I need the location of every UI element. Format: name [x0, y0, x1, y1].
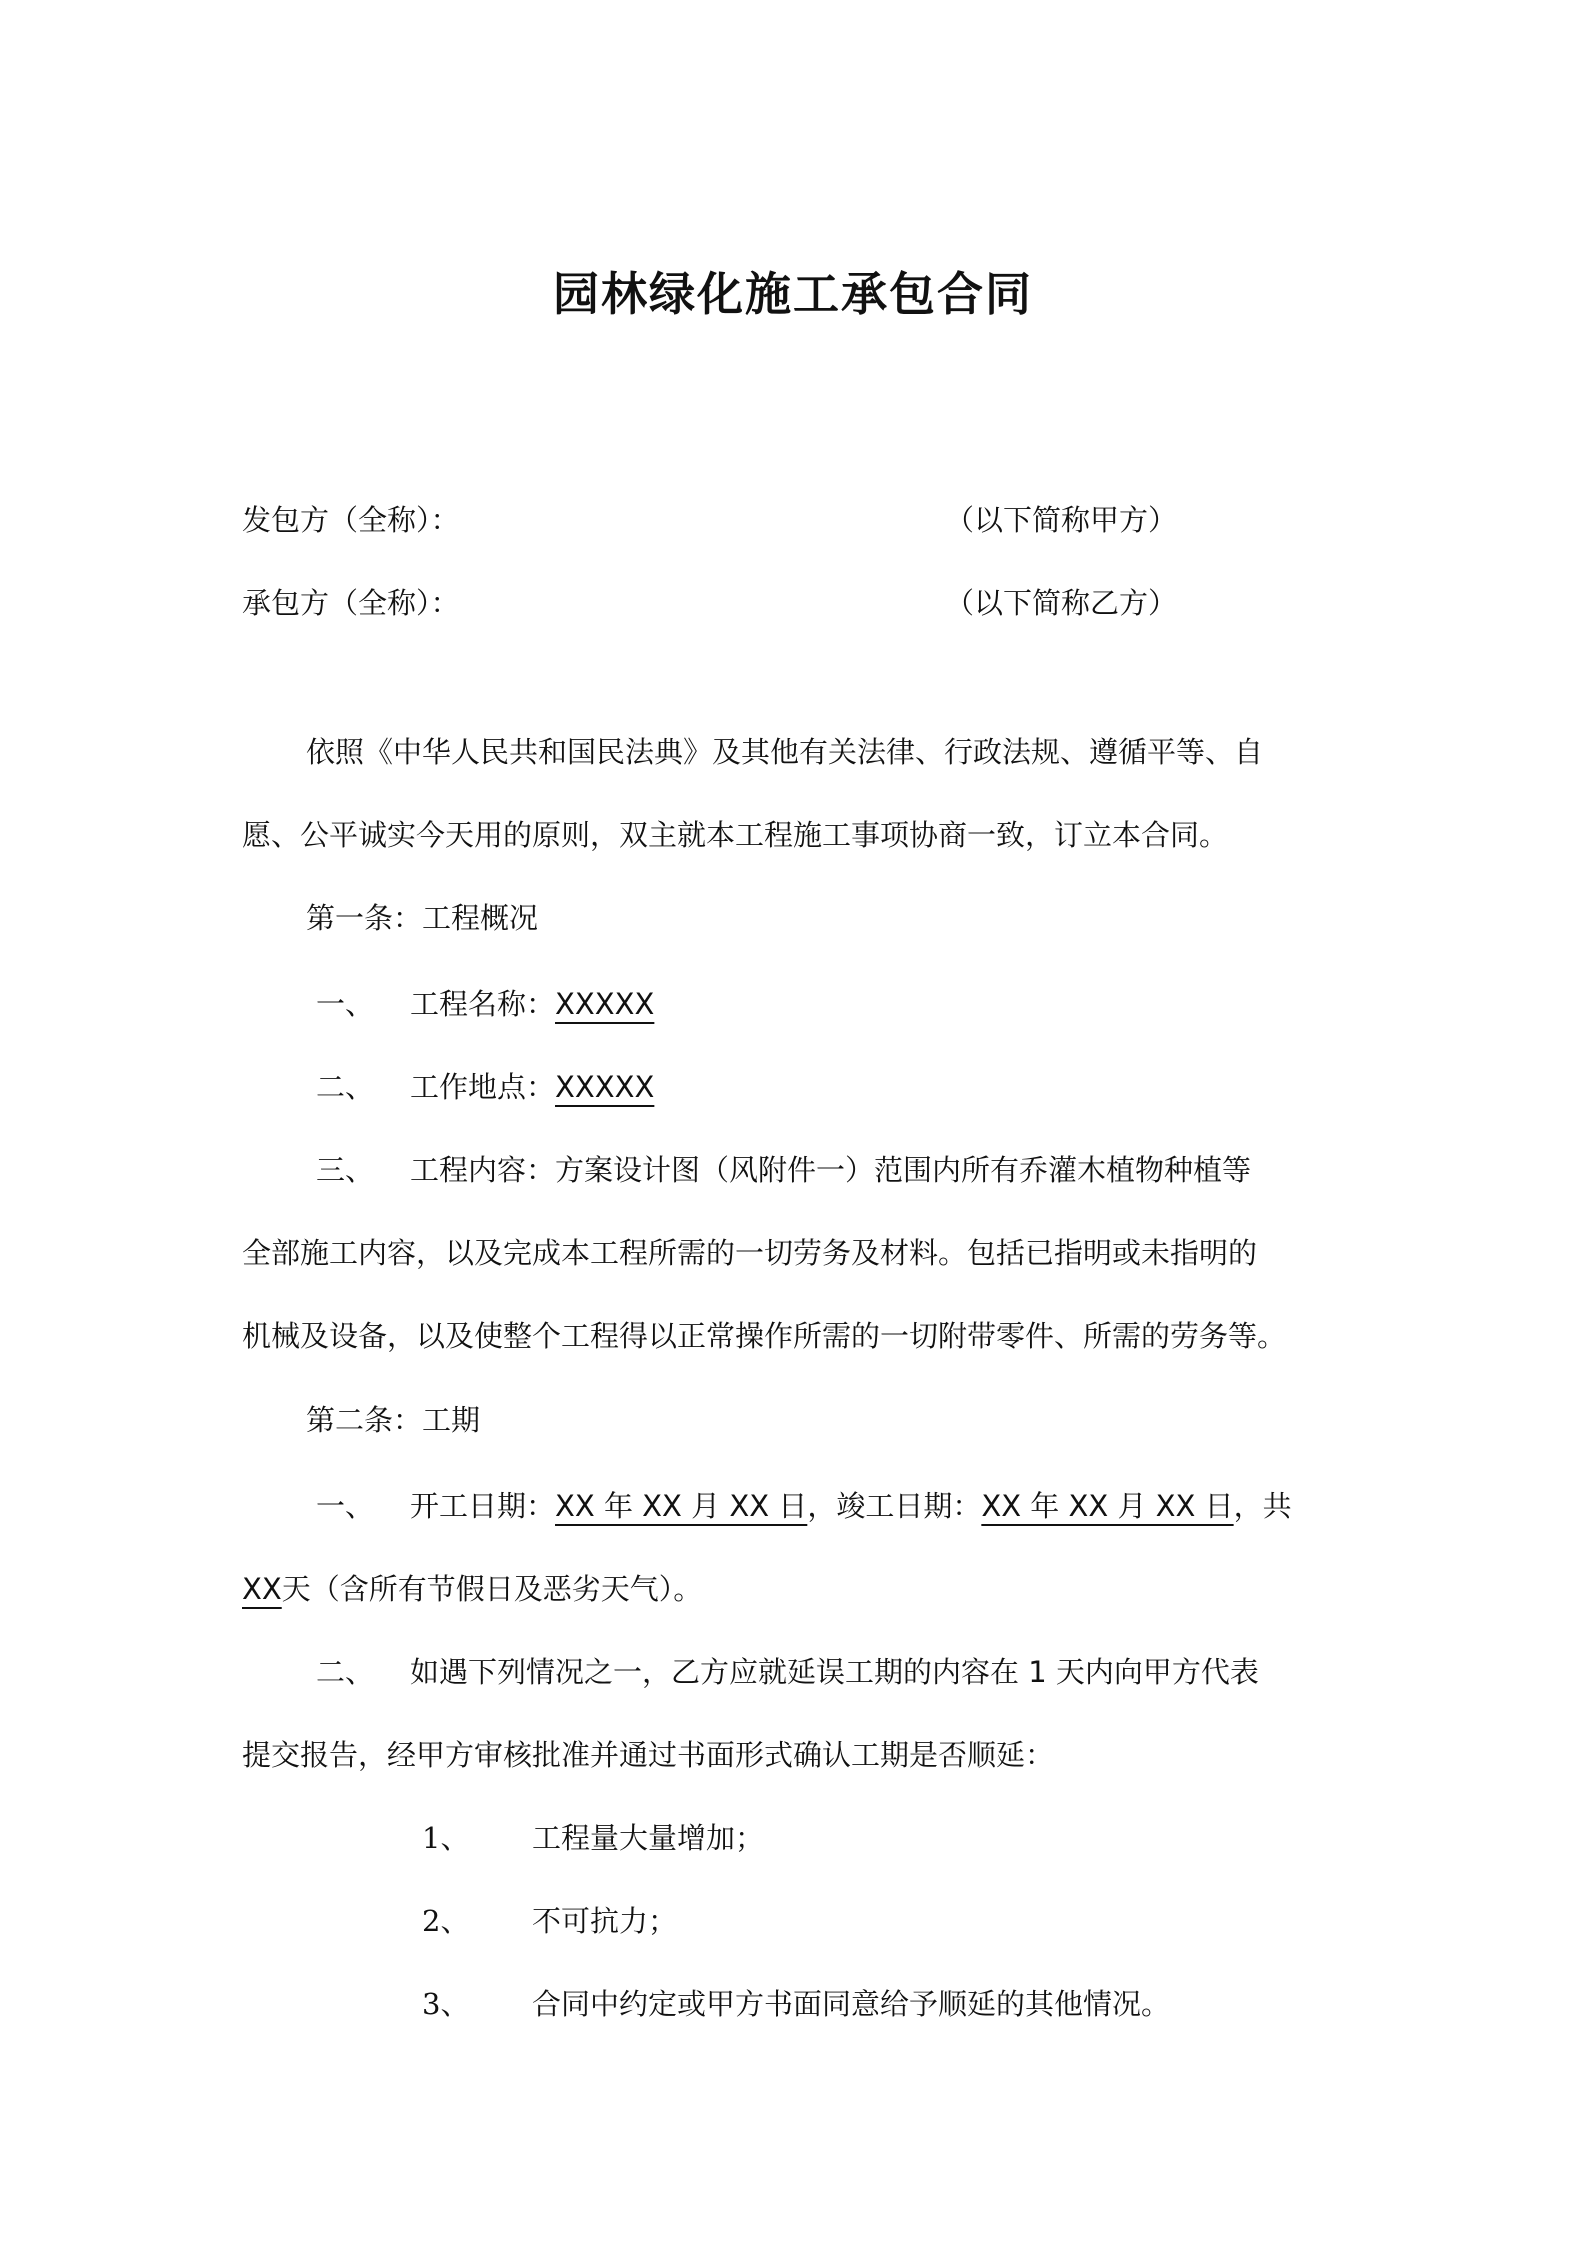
- end-date-value: XX 年 XX 月 XX 日: [981, 1489, 1234, 1523]
- sub-item-1-num: 1、: [422, 1821, 470, 1855]
- project-name-value: XXXXX: [555, 987, 655, 1021]
- total-prefix: ，共: [1233, 1489, 1292, 1523]
- sub-item-3: [242, 1984, 1542, 2024]
- article1-item1-num: 一、: [316, 987, 375, 1021]
- sub-item-1: [242, 1818, 1542, 1858]
- article1-item3-num: 三、: [316, 1153, 375, 1187]
- article1-heading: 第一条：工程概况: [306, 901, 539, 935]
- work-location-label: 工作地点：: [410, 1070, 556, 1104]
- sub-item-2-num: 2、: [422, 1904, 470, 1938]
- article1-item1: [242, 984, 1436, 1024]
- sub-item-3-text: 合同中约定或甲方书面同意给予顺延的其他情况。: [532, 1987, 1171, 2021]
- article2-item1-num: 一、: [316, 1489, 375, 1523]
- start-date-value: XX 年 XX 月 XX 日: [555, 1489, 808, 1523]
- article1-item2: [242, 1067, 1436, 1107]
- sub-item-1-text: 工程量大量增加；: [532, 1821, 765, 1855]
- article2-item2: [242, 1652, 1436, 1692]
- party-a-note: （以下简称甲方）: [945, 503, 1178, 537]
- party-b-label: 承包方（全称）：: [242, 586, 460, 620]
- article2-item1-line-2: [242, 1569, 1362, 1609]
- party-b-line: [242, 583, 1362, 623]
- preamble-line-2: 愿、公平诚实今天用的原则，双主就本工程施工事项协商一致，订立本合同。: [242, 818, 1229, 852]
- document-title: 园林绿化施工承包合同: [553, 267, 1033, 321]
- article1-item3-line-2: 全部施工内容，以及完成本工程所需的一切劳务及材料。包括已指明或未指明的: [242, 1236, 1258, 1270]
- party-b-note: （以下简称乙方）: [945, 586, 1178, 620]
- start-date-label: 开工日期：: [410, 1489, 556, 1523]
- preamble-line-1: 依照《中华人民共和国民法典》及其他有关法律、行政法规、遵循平等、自: [306, 735, 1264, 769]
- article2-heading: 第二条：工期: [306, 1403, 481, 1437]
- work-location-value: XXXXX: [555, 1070, 655, 1104]
- article2-item1: [242, 1486, 1436, 1526]
- party-a-label: 发包方（全称）：: [242, 503, 460, 537]
- total-days-suffix: 天（含所有节假日及恶劣天气）。: [281, 1572, 703, 1606]
- sub-item-2: [242, 1901, 1542, 1941]
- article2-item2-num: 二、: [316, 1655, 375, 1689]
- article1-item3-line-1: 工程内容：方案设计图（风附件一）范围内所有乔灌木植物种植等: [410, 1153, 1252, 1187]
- total-days-value: XX: [242, 1572, 282, 1606]
- project-name-label: 工程名称：: [410, 987, 556, 1021]
- sub-item-2-text: 不可抗力；: [532, 1904, 678, 1938]
- article2-item2-line-2: 提交报告，经甲方审核批准并通过书面形式确认工期是否顺延：: [242, 1738, 1055, 1772]
- article2-item2-line-1: 如遇下列情况之一，乙方应就延误工期的内容在 1 天内向甲方代表: [410, 1655, 1259, 1689]
- article1-item3: [242, 1150, 1436, 1190]
- party-a-line: [242, 500, 1362, 540]
- end-date-label: ，竣工日期：: [807, 1489, 982, 1523]
- article1-item3-line-3: 机械及设备，以及使整个工程得以正常操作所需的一切附带零件、所需的劳务等。: [242, 1319, 1287, 1353]
- article1-item2-num: 二、: [316, 1070, 375, 1104]
- sub-item-3-num: 3、: [422, 1987, 470, 2021]
